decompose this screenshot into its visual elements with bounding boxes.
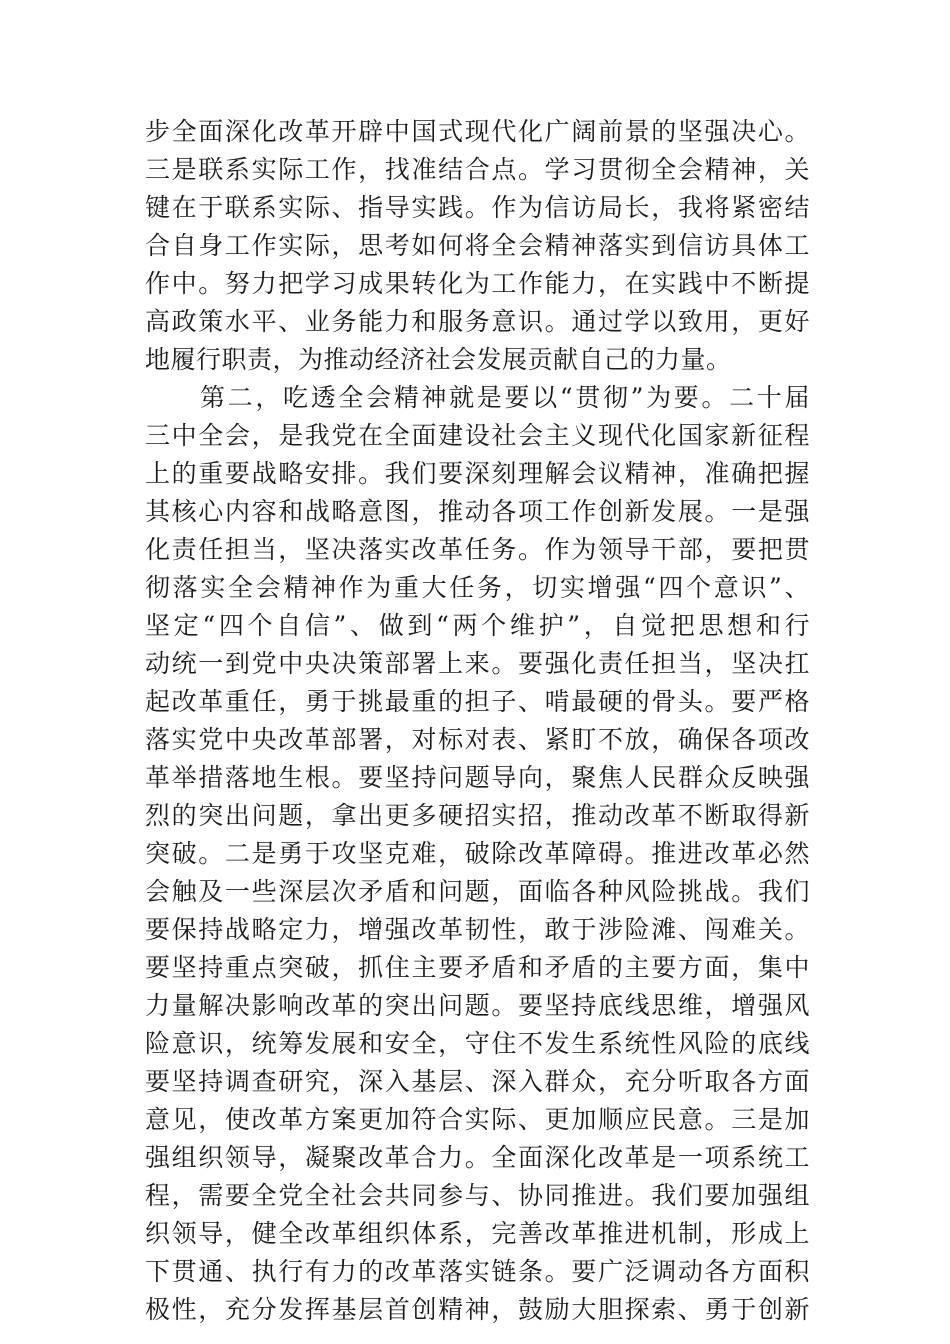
text-line: 高政策水平、业务能力和服务意识。通过学以致用，更好 <box>145 307 810 336</box>
text-line: 其核心内容和战略意图，推动各项工作创新发展。一是强 <box>145 497 810 526</box>
text-line: 合自身工作实际，思考如何将全会精神落实到信访具体工 <box>145 231 810 260</box>
text-line: 三是联系实际工作，找准结合点。学习贯彻全会精神，关 <box>145 155 810 184</box>
text-line: 动统一到党中央决策部署上来。要强化责任担当，坚决扛 <box>145 649 810 678</box>
text-line: 化责任担当，坚决落实改革任务。作为领导干部，要把贯 <box>145 535 810 564</box>
text-line: 三中全会，是我党在全面建设社会主义现代化国家新征程 <box>145 421 810 450</box>
text-line: 程，需要全党全社会共同参与、协同推进。我们要加强组 <box>145 1181 810 1210</box>
text-line: 要坚持重点突破，抓住主要矛盾和矛盾的主要方面，集中 <box>145 953 810 982</box>
text-line: 彻落实全会精神作为重大任务，切实增强“四个意识”、 <box>145 573 810 602</box>
text-line: 革举措落地生根。要坚持问题导向，聚焦人民群众反映强 <box>145 763 810 792</box>
text-line: 起改革重任，勇于挑最重的担子、啃最硬的骨头。要严格 <box>145 687 810 716</box>
text-line: 上的重要战略安排。我们要深刻理解会议精神，准确把握 <box>145 459 810 488</box>
text-line: 极性，充分发挥基层首创精神，鼓励大胆探索、勇于创新 <box>145 1295 810 1324</box>
text-line: 强组织领导，凝聚改革合力。全面深化改革是一项系统工 <box>145 1143 810 1172</box>
text-line: 键在于联系实际、指导实践。作为信访局长，我将紧密结 <box>145 193 810 222</box>
text-line: 烈的突出问题，拿出更多硬招实招，推动改革不断取得新 <box>145 801 810 830</box>
text-line: 会触及一些深层次矛盾和问题，面临各种风险挑战。我们 <box>145 877 810 906</box>
text-line: 力量解决影响改革的突出问题。要坚持底线思维，增强风 <box>145 991 810 1020</box>
text-line: 作中。努力把学习成果转化为工作能力，在实践中不断提 <box>145 269 810 298</box>
text-line: 步全面深化改革开辟中国式现代化广阔前景的坚强决心。 <box>145 117 810 146</box>
text-line: 险意识，统筹发展和安全，守住不发生系统性风险的底线 <box>145 1029 810 1058</box>
body-text <box>145 113 810 1329</box>
text-line: 下贯通、执行有力的改革落实链条。要广泛调动各方面积 <box>145 1257 810 1286</box>
text-line: 要保持战略定力，增强改革韧性，敢于涉险滩、闯难关。 <box>145 915 810 944</box>
text-line: 坚定“四个自信”、做到“两个维护”，自觉把思想和行 <box>145 611 810 640</box>
text-line: 意见，使改革方案更加符合实际、更加顺应民意。三是加 <box>145 1105 810 1134</box>
text-line: 地履行职责，为推动经济社会发展贡献自己的力量。 <box>145 345 732 374</box>
text-line: 落实党中央改革部署，对标对表、紧盯不放，确保各项改 <box>145 725 810 754</box>
text-line: 织领导，健全改革组织体系，完善改革推进机制，形成上 <box>145 1219 810 1248</box>
paragraph-start-line: 第二，吃透全会精神就是要以“贯彻”为要。二十届 <box>200 383 810 412</box>
text-line: 要坚持调查研究，深入基层、深入群众，充分听取各方面 <box>145 1067 810 1096</box>
text-line: 突破。二是勇于攻坚克难，破除改革障碍。推进改革必然 <box>145 839 810 868</box>
